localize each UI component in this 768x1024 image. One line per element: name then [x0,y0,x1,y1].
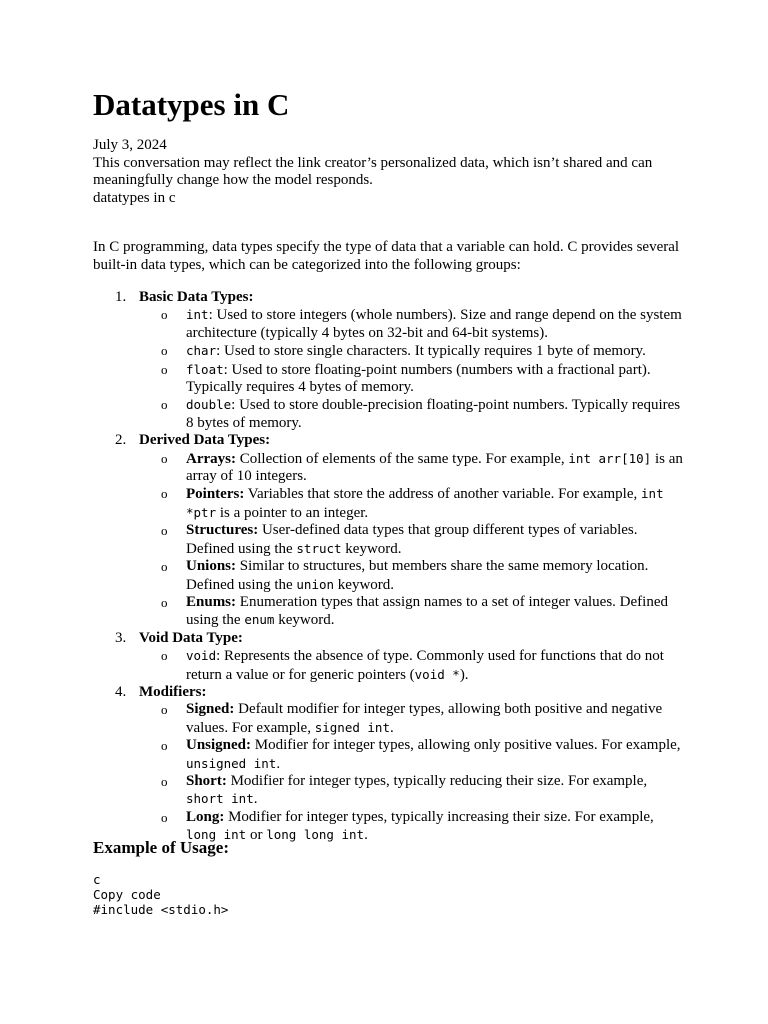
item-term: Arrays: [186,450,236,467]
item-text: Enumeration types that assign names to a set of integer values. Defined using the [186,593,668,629]
bullet-icon: o [161,702,168,718]
item-text: . [364,827,368,844]
bullet-icon: o [161,594,168,610]
item-term: Long: [186,808,225,825]
code-block [93,872,228,917]
inline-code: int *ptr [186,486,664,520]
bullet-icon: o [161,361,168,377]
section-title: Basic Data Types: [139,289,254,305]
section-number: 4. [115,683,127,700]
inline-code: unsigned int [186,755,277,771]
item-text: : Used to store single characters. It typically requires 1 byte of memory. [216,343,646,360]
item-term: Pointers: [186,486,245,503]
datatype-list [93,289,683,845]
item-text: Variables that store the address of another variable. For example, [244,486,642,503]
meta-block [93,137,693,207]
item-text: . [389,719,394,736]
section-number: 3. [115,629,127,646]
list-item [139,594,683,630]
inline-code: short int [186,791,254,807]
bullet-icon: o [161,397,168,413]
bullet-icon: o [161,559,168,575]
inline-code: int [186,307,209,323]
section-title: Derived Data Types: [139,432,271,449]
inline-code: enum [244,612,275,628]
bullet-icon: o [161,450,168,466]
item-term: Structures: [186,522,259,539]
date: July 3, 2024 [93,137,167,153]
section-number: 1. [115,289,127,305]
inline-code: double [186,397,232,413]
bullet-icon: o [161,343,168,359]
item-text: : Represents the absence of type. Commonly used for functions that do not return a value or for generic pointers ( [186,648,664,683]
disclaimer: This conversation may reflect the link creator’s personalized data, which isn’t shared and can meaningfully change how the model responds. [93,154,653,188]
inline-code: union [296,576,335,592]
item-text: is a pointer to an integer. [216,504,369,521]
item-text: : Used to store integers (whole numbers). Size and range depend on the system architecture (typically 4 bytes on 32-bit and 64-bit systems). [186,307,682,341]
inline-code: long long int [266,827,365,843]
list-item [139,306,683,342]
item-text: ). [459,666,469,683]
item-term: Unsigned: [186,737,252,754]
user-prompt: datatypes in c [93,189,176,206]
item-text: Default modifier for integer types, allowing both positive and negative values. For example, [186,701,663,736]
section-items [139,450,683,630]
item-text: Collection of elements of the same type. For example, [235,450,569,467]
bullet-icon: o [161,738,168,754]
list-item [139,558,683,594]
list-item [139,450,683,486]
code-line: #include <stdio.h> [93,902,229,917]
bullet-icon: o [161,773,168,789]
inline-code: long int [186,827,247,843]
item-text: . [253,791,258,808]
page-title: Datatypes in C [93,87,290,122]
bullet-icon: o [161,307,168,323]
list-item [139,342,683,360]
intro-paragraph: In C programming, data types specify the type of data that a variable can hold. C provides several built-in data types, which can be categorized into the following groups: [93,239,680,273]
item-text: Similar to structures, but members share the same memory location. Defined using the [186,558,649,593]
item-text: . [276,755,281,772]
item-text: Modifier for integer types, typically increasing their size. For example, [224,808,654,825]
bullet-icon: o [161,809,168,825]
list-item [139,522,683,558]
item-text: : Used to store floating-point numbers (numbers with a fractional part). Typically requires 4 bytes of memory. [186,361,651,396]
list-item [139,701,683,737]
inline-code: void * [414,666,460,682]
section-void [93,630,683,684]
list-item [139,773,683,809]
bullet-icon: o [161,486,168,502]
section-title: Modifiers: [139,683,207,700]
list-item [139,485,683,522]
item-text: : Used to store double-precision floating-point numbers. Typically requires 8 bytes of memory. [186,397,681,431]
item-term: Enums: [186,593,237,610]
item-term: Short: [186,772,227,789]
item-text: is an array of 10 integers. [186,450,683,485]
section-title: Void Data Type: [139,629,243,646]
item-text: Modifier for integer types, typically reducing their size. For example, [226,772,648,789]
list-item [139,647,683,684]
section-items [139,647,683,684]
section-derived [93,432,683,629]
section-items [139,701,683,844]
inline-code: char [186,343,217,359]
section-number: 2. [115,432,127,449]
inline-code: int arr[10] [568,450,652,466]
item-text: keyword. [334,576,395,593]
code-language-label: c [93,872,101,887]
section-items [139,306,683,432]
item-term: Signed: [186,701,235,718]
item-text: User-defined data types that group different types of variables. Defined using the [186,522,638,557]
bullet-icon: o [161,648,168,664]
copy-code-button[interactable]: Copy code [93,887,161,902]
item-text: keyword. [341,540,402,557]
item-text: keyword. [274,612,335,629]
list-item [139,396,683,432]
item-text: or [246,827,267,844]
section-basic [93,289,683,432]
inline-code: struct [296,540,342,556]
example-heading: Example of Usage: [93,838,229,857]
section-modifiers [93,684,683,845]
bullet-icon: o [161,523,168,539]
inline-code: void [186,648,217,664]
inline-code: signed int [314,719,390,735]
list-item [139,737,683,773]
list-item [139,361,683,397]
inline-code: float [186,361,224,377]
item-text: Modifier for integer types, allowing only positive values. For example, [251,737,681,754]
item-term: Unions: [186,558,237,575]
